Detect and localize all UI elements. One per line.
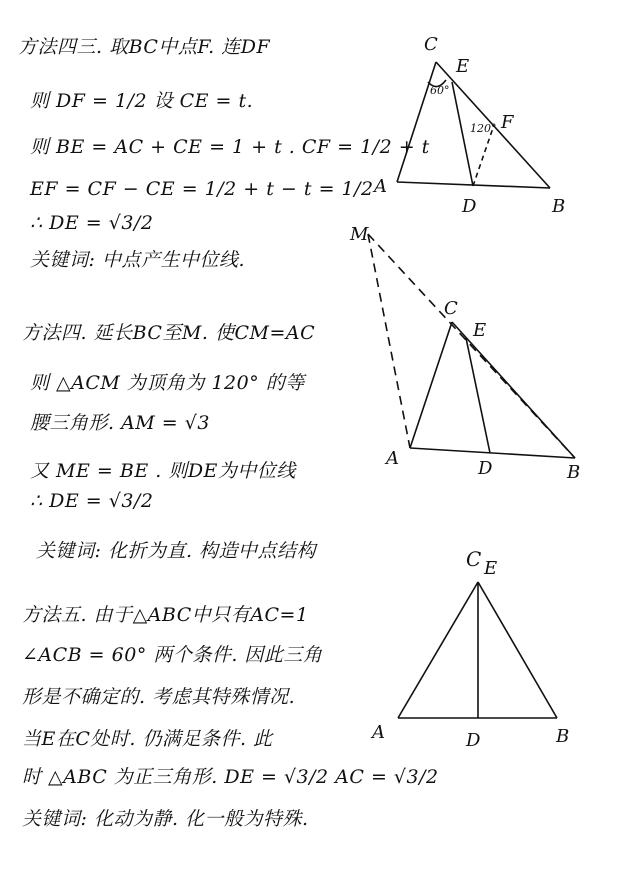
figure-method5 (398, 582, 557, 718)
method4-line3: 腰三角形. AM = √3 (30, 412, 210, 434)
method4-line2: 则 △ACM 为顶角为 120° 的等 (30, 372, 305, 394)
label-D: D (478, 458, 493, 479)
label-F: F (501, 112, 514, 133)
method5-line5: 时 △ABC 为正三角形. DE = √3/2 AC = √3/2 (22, 766, 439, 788)
label-angle-120: 120° (470, 122, 497, 135)
label-E: E (484, 558, 498, 579)
method5-line1: 方法五. 由于△ABC中只有AC=1 (22, 604, 309, 626)
segment-CB (478, 582, 557, 718)
method3-line1: 方法四三. 取BC中点F. 连DF (18, 36, 271, 58)
method4-line1: 方法四. 延长BC至M. 使CM=AC (22, 322, 316, 344)
method3-line2: 则 DF = 1/2 设 CE = t. (30, 90, 254, 112)
method4-line5: ∴ DE = √3/2 (30, 490, 154, 512)
segment-AC (410, 322, 452, 448)
segment-AB (410, 448, 575, 458)
segment-CB (452, 322, 575, 458)
method5-line4: 当E在C处时. 仍满足条件. 此 (22, 728, 273, 750)
method3-line4: EF = CF − CE = 1/2 + t − t = 1/2 (30, 178, 374, 200)
method4-line6: 关键词: 化折为直. 构造中点结构 (36, 540, 317, 562)
label-D: D (462, 196, 477, 217)
label-C: C (444, 298, 458, 319)
figure-method4 (368, 234, 575, 458)
label-C: C (424, 34, 438, 55)
method3-line3: 则 BE = AC + CE = 1 + t . CF = 1/2 + t (30, 136, 430, 158)
label-B: B (567, 462, 581, 483)
label-B: B (552, 196, 566, 217)
label-B: B (556, 726, 570, 747)
method5-line3: 形是不确定的. 考虑其特殊情况. (22, 686, 296, 708)
segment-AC (398, 582, 478, 718)
method5-line2: ∠ACB = 60° 两个条件. 因此三角 (22, 644, 323, 666)
method4-line4: 又 ME = BE . 则DE为中位线 (30, 460, 296, 482)
label-A: A (386, 448, 399, 469)
label-angle-60: 60° (430, 84, 450, 97)
method5-line6: 关键词: 化动为静. 化一般为特殊. (22, 808, 309, 830)
method3-line5: ∴ DE = √3/2 (30, 212, 154, 234)
label-E: E (473, 320, 487, 341)
label-A: A (372, 722, 385, 743)
label-A: A (374, 176, 387, 197)
method3-line6: 关键词: 中点产生中位线. (30, 249, 245, 271)
segment-AC (397, 62, 436, 182)
label-D: D (466, 730, 481, 751)
segment-ED (466, 338, 490, 453)
segment-MA (368, 234, 410, 448)
label-M: M (350, 224, 369, 245)
label-E: E (456, 56, 470, 77)
label-C: C (466, 547, 482, 571)
